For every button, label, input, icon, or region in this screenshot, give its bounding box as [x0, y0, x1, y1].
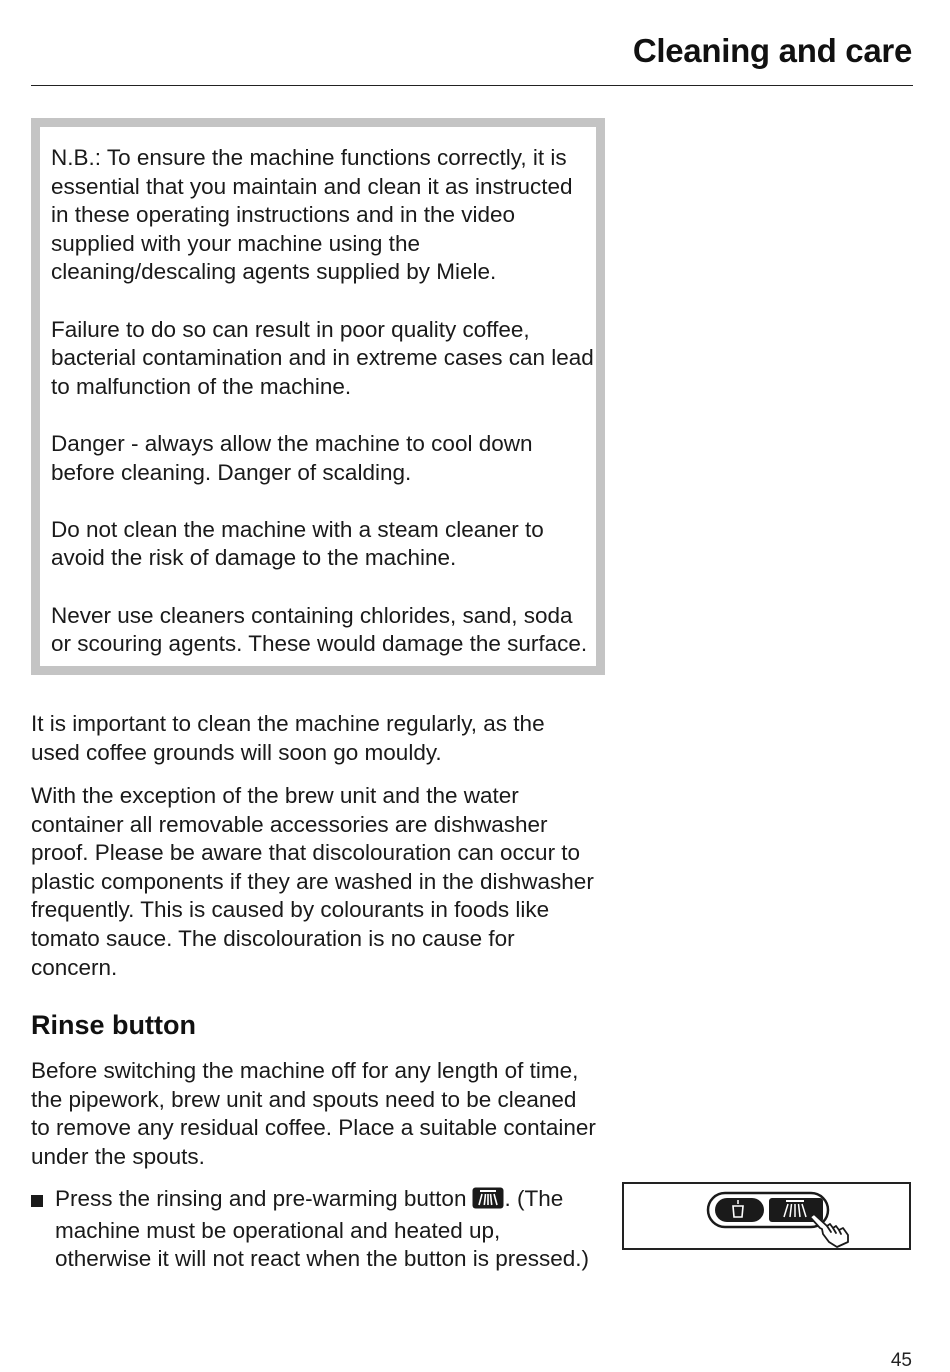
- warning-paragraph: Danger - always allow the machine to cool down before cleaning. Danger of scalding.: [51, 430, 533, 485]
- warning-notice-box: [31, 118, 605, 675]
- header-divider: [31, 85, 913, 86]
- bullet-text-end: . (The machine must be operational and heated up, otherwise it will not react when the button is pressed.): [55, 1186, 590, 1272]
- warning-paragraph: Failure to do so can result in poor quality coffee, bacterial contamination and in extreme cases can lead to malfunction of the machine.: [51, 316, 594, 399]
- page-header-title: Cleaning and care: [632, 32, 912, 69]
- body-paragraph-block: [31, 710, 596, 767]
- bullet-square-icon: [31, 1195, 43, 1207]
- page-number: 45: [890, 1350, 912, 1371]
- rinse-intro: Before switching the machine off for any length of time, the pipework, brew unit and spouts need to be cleaned to remove any residual coffee. Place a suitable container under the spouts.: [31, 1058, 596, 1169]
- cup-icon: [715, 1198, 764, 1222]
- rinse-intro-block: [31, 1057, 596, 1171]
- control-panel-illustration: [622, 1182, 911, 1250]
- warning-paragraph: Do not clean the machine with a steam cleaner to avoid the risk of damage to the machine.: [51, 516, 544, 571]
- bullet-text: [55, 1185, 601, 1274]
- warning-paragraph: N.B.: To ensure the machine functions correctly, it is essential that you maintain and clean it as instructed in these operating instructions and in the video supplied with your machine using the cleaning/descaling agents supplied by Miele.: [51, 145, 573, 285]
- rinse-instruction-bullet: [31, 1185, 601, 1274]
- body-paragraph: With the exception of the brew unit and the water container all removable accessories are dishwasher proof. Please be aware that discolouration can occur to plastic components if they are washed in the dishwasher frequently. This is caused by colourants in foods like tomato sauce. The discolouration is no cause for concern.: [31, 783, 594, 980]
- warning-paragraph: Never use cleaners containing chlorides, sand, soda or scouring agents. These would damage the surface.: [51, 602, 588, 657]
- rinse-icon: [472, 1187, 504, 1217]
- section-heading-rinse: Rinse button: [31, 1010, 196, 1040]
- body-paragraph: It is important to clean the machine regularly, as the used coffee grounds will soon go mouldy.: [31, 711, 545, 765]
- pointing-hand-icon: [810, 1211, 848, 1247]
- bullet-text-start: Press the rinsing and pre-warming button: [55, 1186, 467, 1211]
- body-paragraph-block: [31, 782, 596, 982]
